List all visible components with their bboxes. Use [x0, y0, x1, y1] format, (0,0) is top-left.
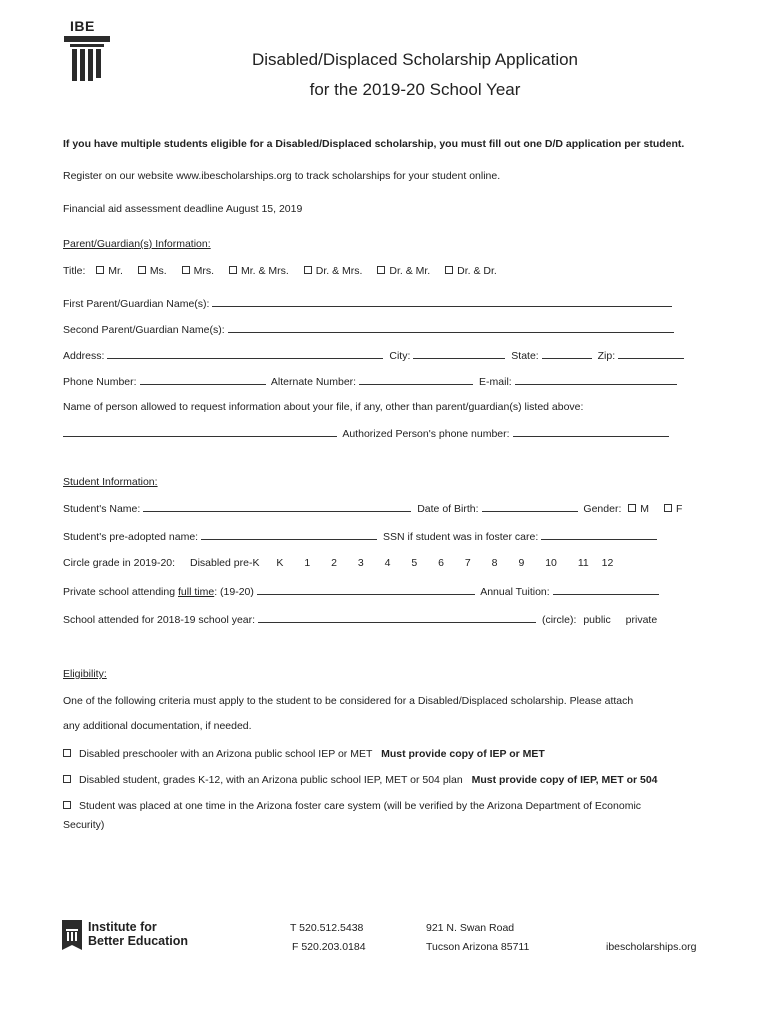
authorized-phone-field[interactable] — [513, 427, 669, 437]
grade-row — [63, 557, 631, 569]
grade-option[interactable]: 5 — [411, 557, 418, 569]
checkbox[interactable] — [304, 266, 312, 274]
grade-option[interactable]: 3 — [357, 557, 364, 569]
eligibility-item-foster[interactable] — [63, 800, 641, 812]
student-name-label: Student's Name: — [63, 503, 141, 515]
grade-option[interactable]: Disabled pre-K — [190, 557, 260, 569]
city-field[interactable] — [413, 349, 505, 359]
register-note: Register on our website www.ibescholarships.org to track scholarships for your student online. — [63, 170, 501, 182]
title-option-mr-mrs[interactable]: Mr. & Mrs. — [229, 265, 289, 277]
pre-adopted-row — [63, 530, 660, 543]
deadline-note: Financial aid assessment deadline August 15, 2019 — [63, 203, 303, 215]
alt-phone-label: Alternate Number: — [270, 376, 357, 388]
ssn-field[interactable] — [541, 530, 657, 540]
grade-option[interactable]: 1 — [304, 557, 311, 569]
tuition-label: Annual Tuition: — [480, 586, 550, 598]
ssn-label: SSN if student was in foster care: — [383, 531, 539, 543]
footer-street: 921 N. Swan Road — [426, 922, 515, 934]
footer-logo-icon — [62, 920, 82, 950]
phone-label: Phone Number: — [63, 376, 137, 388]
title-option-dr-dr[interactable]: Dr. & Dr. — [445, 265, 497, 277]
criteria-text: Disabled preschooler with an Arizona public school IEP or MET — [79, 748, 373, 760]
org-name-line2: Better Education — [88, 934, 189, 948]
form-title: Disabled/Displaced Scholarship Application — [251, 50, 579, 69]
private-school-field[interactable] — [257, 585, 475, 595]
checkbox[interactable] — [229, 266, 237, 274]
criteria-note: Must provide copy of IEP or MET — [381, 748, 545, 760]
city-label: City: — [389, 350, 411, 362]
eligibility-intro-1: One of the following criteria must apply to the student to be considered for a Disabled/Displaced scholarship. Please attach — [63, 695, 634, 707]
second-parent-row — [63, 323, 677, 336]
state-label: State: — [511, 350, 539, 362]
first-parent-row — [63, 297, 675, 310]
grade-option[interactable]: 9 — [518, 557, 525, 569]
eligibility-heading: Eligibility: — [63, 668, 107, 680]
title-option-ms[interactable]: Ms. — [138, 265, 167, 277]
org-name-line1: Institute for — [88, 920, 157, 934]
private-option[interactable]: private — [625, 614, 658, 626]
email-label: E-mail: — [479, 376, 512, 388]
phone-field[interactable] — [140, 375, 266, 385]
grade-option[interactable]: 2 — [331, 557, 337, 569]
gender-m-option[interactable]: M — [628, 503, 649, 515]
eligibility-item-k12[interactable] — [63, 774, 658, 786]
title-option-dr-mr[interactable]: Dr. & Mr. — [377, 265, 430, 277]
student-heading: Student Information: — [63, 476, 158, 488]
pre-adopted-field[interactable] — [201, 530, 377, 540]
authorized-request-label: Name of person allowed to request information about your file, if any, other than parent/guardian(s) listed above: — [63, 401, 584, 413]
second-parent-label: Second Parent/Guardian Name(s): — [63, 324, 225, 336]
zip-label: Zip: — [597, 350, 616, 362]
first-parent-label: First Parent/Guardian Name(s): — [63, 298, 210, 310]
public-option[interactable]: public — [583, 614, 611, 626]
title-label: Title: — [63, 265, 86, 277]
grade-label: Circle grade in 2019-20: — [63, 557, 176, 569]
authorized-name-field[interactable] — [63, 427, 337, 437]
eligibility-item-preschooler[interactable] — [63, 748, 545, 760]
checkbox[interactable] — [96, 266, 104, 274]
checkbox[interactable] — [138, 266, 146, 274]
grade-option[interactable]: 7 — [464, 557, 471, 569]
multiple-students-notice: If you have multiple students eligible for a Disabled/Displaced scholarship, you must fill out one D/D application per student. — [63, 138, 685, 150]
dob-label: Date of Birth: — [417, 503, 479, 515]
private-school-label: Private school attending full time: (19-20) — [63, 586, 254, 598]
checkbox[interactable] — [63, 749, 71, 757]
criteria-text: Student was placed at one time in the Arizona foster care system (will be verified by the Arizona Department of Economic — [79, 800, 642, 812]
title-option-mrs[interactable]: Mrs. — [182, 265, 214, 277]
grade-option[interactable]: 8 — [491, 557, 498, 569]
state-field[interactable] — [542, 349, 592, 359]
school-1819-field[interactable] — [258, 613, 536, 623]
address-label: Address: — [63, 350, 105, 362]
eligibility-intro-2: any additional documentation, if needed. — [63, 720, 252, 732]
student-name-field[interactable] — [143, 502, 411, 512]
phone-row — [63, 375, 680, 388]
form-subtitle: for the 2019-20 School Year — [309, 80, 521, 99]
authorized-row — [63, 427, 672, 440]
criteria-note: Must provide copy of IEP, MET or 504 — [471, 774, 658, 786]
checkbox[interactable] — [63, 801, 71, 809]
authorized-phone-label: Authorized Person's phone number: — [342, 428, 510, 440]
zip-field[interactable] — [618, 349, 684, 359]
criteria-text: Disabled student, grades K-12, with an Arizona public school IEP, MET or 504 plan — [79, 774, 463, 786]
footer-city: Tucson Arizona 85711 — [426, 941, 530, 953]
eligibility-item-foster-cont: Security) — [63, 819, 105, 831]
checkbox[interactable] — [628, 504, 636, 512]
email-field[interactable] — [515, 375, 677, 385]
checkbox[interactable] — [377, 266, 385, 274]
grade-option[interactable]: 10 — [545, 557, 557, 569]
address-row — [63, 349, 687, 362]
dob-field[interactable] — [482, 502, 578, 512]
student-name-row — [63, 502, 682, 515]
school-1819-row — [63, 613, 657, 626]
logo-text: IBE — [70, 18, 95, 34]
footer-fax: F 520.203.0184 — [292, 941, 366, 953]
grade-option[interactable]: 6 — [438, 557, 444, 569]
footer-phone: T 520.512.5438 — [290, 922, 364, 934]
address-field[interactable] — [107, 349, 383, 359]
gender-label: Gender: — [583, 503, 622, 515]
grade-option[interactable]: 11 — [577, 557, 589, 569]
footer-org-name — [88, 920, 188, 948]
pre-adopted-label: Student's pre-adopted name: — [63, 531, 199, 543]
grade-option[interactable]: 4 — [384, 557, 391, 569]
school-1819-label: School attended for 2018-19 school year: — [63, 614, 256, 626]
checkbox[interactable] — [182, 266, 190, 274]
title-row — [63, 265, 509, 277]
checkbox[interactable] — [445, 266, 453, 274]
checkbox[interactable] — [664, 504, 672, 512]
private-school-row — [63, 585, 662, 598]
checkbox[interactable] — [63, 775, 71, 783]
first-parent-field[interactable] — [212, 297, 672, 307]
second-parent-field[interactable] — [228, 323, 674, 333]
title-option-dr-mrs[interactable]: Dr. & Mrs. — [304, 265, 363, 277]
tuition-field[interactable] — [553, 585, 659, 595]
footer-website[interactable]: ibescholarships.org — [606, 941, 697, 953]
grade-option[interactable]: K — [276, 557, 284, 569]
parent-heading: Parent/Guardian(s) Information: — [63, 238, 211, 250]
alt-phone-field[interactable] — [359, 375, 473, 385]
title-option-mr[interactable]: Mr. — [96, 265, 123, 277]
circle-label: (circle): — [541, 614, 577, 626]
gender-f-option[interactable]: F — [664, 503, 682, 515]
grade-option[interactable]: 12 — [601, 557, 614, 569]
